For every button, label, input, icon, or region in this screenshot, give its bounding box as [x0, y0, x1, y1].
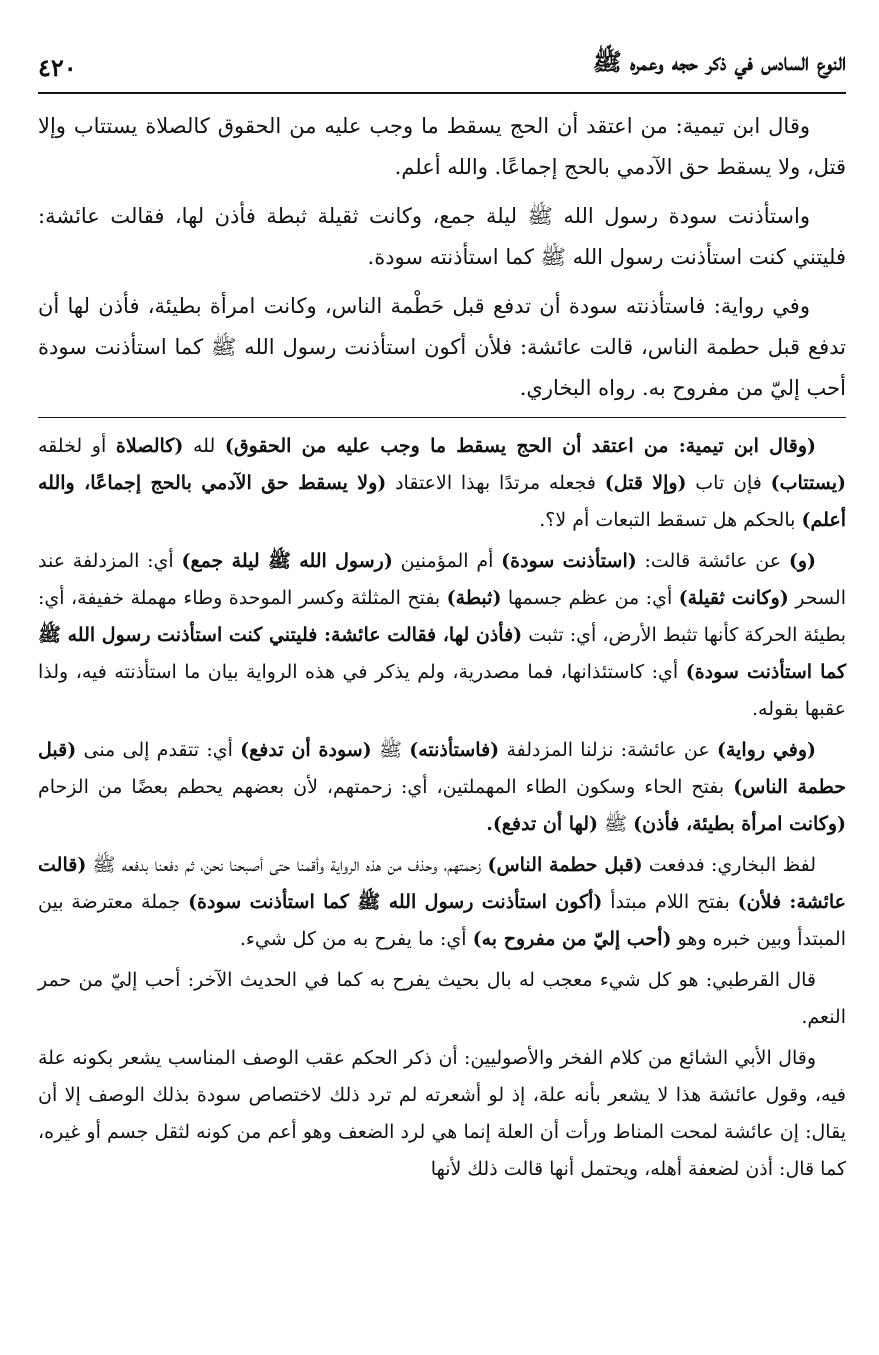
running-title: النوع السادس في ذكر حجه وعمره ﷺ [592, 47, 846, 76]
matn-paragraph: واستأذنت سودة رسول الله ﷺ ليلة جمع، وكانت ثقيلة ثبطة فأذن لها، فقالت عائشة: فليتني كنت استأذنت رسول الله ﷺ كما استأذنته سودة. [38, 204, 846, 269]
matn-paragraph: وفي رواية: فاستأذنته سودة أن تدفع قبل حَطْمة الناس، وكانت امرأة بطيئة، فأذن لها أن تدفع قبل حطمة الناس، قالت عائشة: فلأن أكون استأذنت رسول الله ﷺ كما استأذنت سودة أحب إليّ من مفروح به. رواه البخاري. [38, 294, 846, 400]
commentary-paragraph: (و) عن عائشة قالت: (استأذنت سودة) أم المؤمنين (رسول الله ﷺ ليلة جمع) أي: المزدلفة عند السحر (وكانت ثقيلة) أي: من عظم جسمها (ثبطة) بفتح المثلثة وكسر الموحدة وطاء مهملة خفيفة، أي: بطيئة الحركة كأنها تثبط الأرض، أي: تثبت (فأذن لها، فقالت عائشة: فليتني كنت استأذنت رسول الله ﷺ كما استأذنت سودة) أي: كاستئذانها، فما مصدرية، ولم يذكر في هذه الرواية بيان ما استأذنته فيه، ولذا عقبها بقوله. [38, 550, 847, 720]
document-page [38, 40, 846, 1192]
commentary-paragraph: لفظ البخاري: فدفعت (قبل حطمة الناس) زحمتهم، وحذف من هذه الرواية وأقمنا حتى أصبحنا نحن، ثم دفعنا بدفعه ﷺ (قالت عائشة: فلأن) بفتح اللام مبتدأ (أكون استأذنت رسول الله ﷺ كما استأذنت سودة) جملة معترضة بين المبتدأ وبين خبره وهو (أحب إليّ من مفروح به) أي: ما يفرح به من كل شيء. [38, 854, 847, 950]
page-number: ٤٢٠ [38, 53, 77, 82]
section-separator [38, 417, 846, 418]
matn-paragraph: وقال ابن تيمية: من اعتقد أن الحج يسقط ما وجب عليه من الحقوق كالصلاة يستتاب وإلا قتل، ولا يسقط حق الآدمي بالحج إجماعًا. والله أعلم. [38, 114, 846, 179]
commentary-paragraph: (وقال ابن تيمية: من اعتقد أن الحج يسقط ما وجب عليه من الحقوق) لله (كالصلاة أو لخلقه (يستتاب) فإن تاب (وإلا قتل) فجعله مرتدًا بهذا الاعتقاد (ولا يسقط حق الآدمي بالحج إجماعًا، والله أعلم) بالحكم هل تسقط التبعات أم لا؟. [38, 435, 847, 531]
commentary-paragraph: وقال الأبي الشائع من كلام الفخر والأصوليين: أن ذكر الحكم عقب الوصف المناسب يشعر بكونه علة فيه، وقول عائشة هذا لا يشعر بأنه علة، إذ لو أشعرته لم ترد ذلك لاختصاص سودة بذلك الوصف إلا أن يقال: إن عائشة لمحت المناط ورأت أن العلة إنما هي لرد الضعف وهو أعم من كونه لثقل جسم أو غيره، كما قال: أذن لضعفة أهله، ويحتمل أنها قالت ذلك لأنها [38, 1047, 846, 1180]
commentary-paragraph: قال القرطبي: هو كل شيء معجب له بال بحيث يفرح به كما في الحديث الآخر: أحب إليّ من حمر النعم. [38, 969, 846, 1028]
page-header [38, 40, 846, 82]
commentary-paragraph: (وفي رواية) عن عائشة: نزلنا المزدلفة (فاستأذنته) ﷺ (سودة أن تدفع) أي: تتقدم إلى منى (قبل حطمة الناس) بفتح الحاء وسكون الطاء المهملتين، أي: زحمتهم، لأن بعضهم يحطم بعضًا من الزحام (وكانت امرأة بطيئة، فأذن) ﷺ (لها أن تدفع). [38, 739, 846, 835]
main-text [38, 94, 846, 409]
commentary [38, 428, 846, 1188]
